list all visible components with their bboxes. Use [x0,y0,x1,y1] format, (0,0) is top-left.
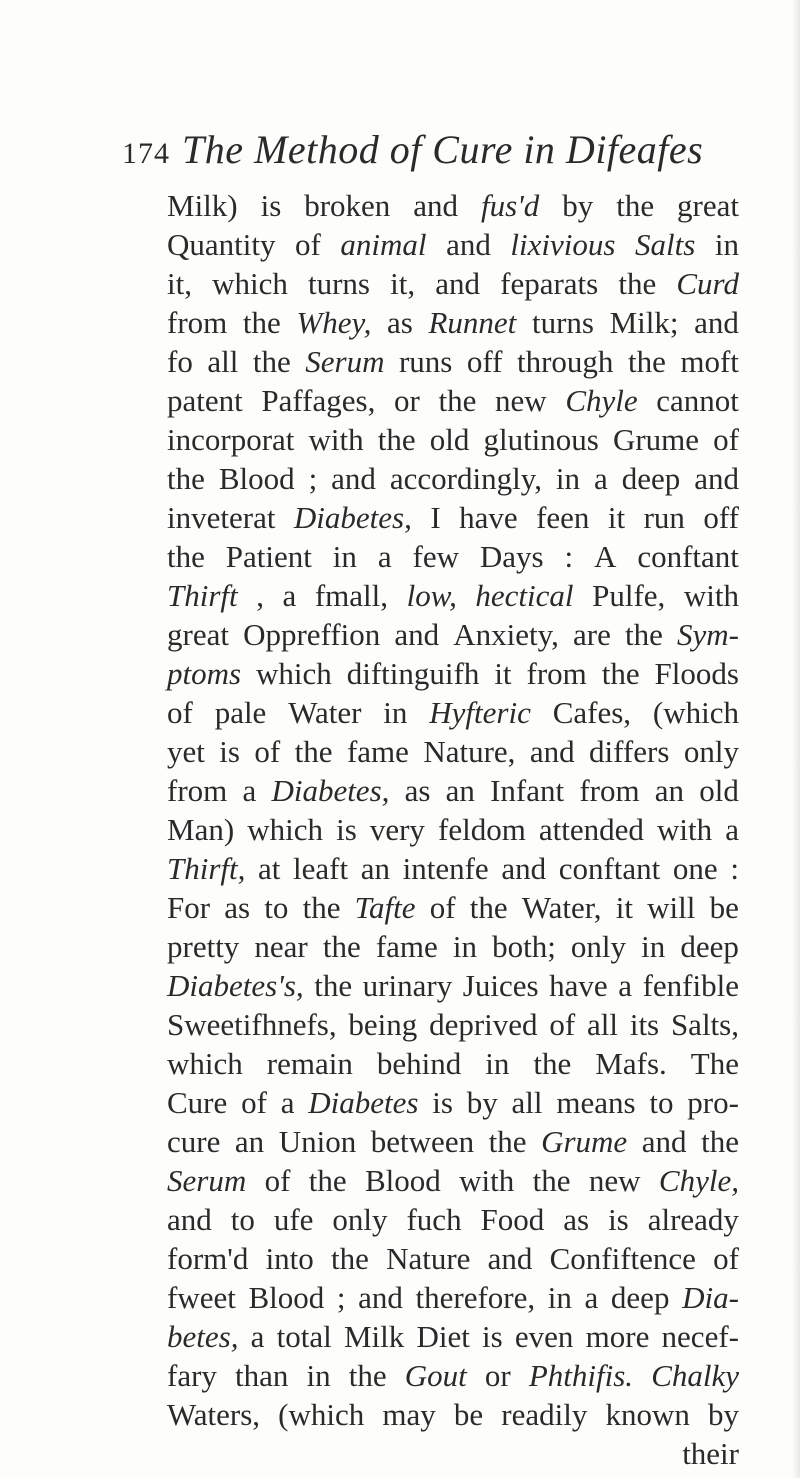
word: readily [501,1397,588,1432]
word: old [429,422,470,457]
word: by [562,188,594,223]
text-line [167,615,739,654]
word: Pulfe, [592,578,666,613]
word: deprived [429,1007,538,1042]
word: Union [278,1124,357,1159]
catchword: their [682,1436,739,1471]
word: and [394,617,440,652]
word: Thirft, [167,851,246,886]
word: and [694,305,739,340]
word: from [167,305,228,340]
word: deep [680,929,739,964]
word: is [336,812,357,847]
page-header [122,126,742,186]
word: fus'd [480,188,540,223]
word: I [430,500,441,535]
word: Diabetes [308,1085,419,1120]
text-line [167,927,739,966]
word: and [413,188,459,223]
word: fary [167,1358,217,1393]
word: an [445,773,475,808]
word: moft [680,344,739,379]
word: is [608,1202,629,1237]
word: all [587,1007,619,1042]
word: The [690,1046,739,1081]
text-line [167,771,739,810]
word: Blood [248,1280,325,1315]
word: runs [398,344,453,379]
word: a [618,968,632,1003]
word: from [526,656,587,691]
word: Tafte [354,890,416,925]
word: inveterat [167,500,276,535]
word: glutinous [483,422,599,457]
word: the [167,539,205,574]
word: one [672,851,718,886]
word: Milk) [167,188,238,223]
word: Blood [365,1163,441,1198]
word: the [242,305,281,340]
word: of [429,890,456,925]
word: cure [167,1124,221,1159]
word: is [260,188,282,223]
word: the [377,422,416,457]
word: deep [610,1280,670,1315]
word: total [276,1319,332,1354]
word: yet [167,734,205,769]
word: as [224,890,251,925]
text-line [167,459,739,498]
word: the [252,344,291,379]
word: and [501,851,547,886]
word: it, [390,266,416,301]
word: Floods [654,656,739,691]
word: in [383,695,408,730]
page-number: 174 [122,137,170,170]
word: Days [479,539,544,574]
word: only [683,734,739,769]
word: with [308,422,364,457]
word: Milk; [609,305,679,340]
text-line [167,732,739,771]
word: and [694,461,739,496]
word: feparats [500,266,599,301]
word: fenfible [642,968,739,1003]
word: : [730,851,739,886]
text-line [167,498,739,537]
word: patent [167,383,243,418]
word: of [549,1007,576,1042]
word: pretty [167,929,240,964]
word: or [393,383,420,418]
word: in [452,929,477,964]
text-line [167,576,739,615]
word: the [167,461,205,496]
word: is [432,1085,453,1120]
word: the [627,344,666,379]
word: may [382,1397,436,1432]
text-line [167,420,739,459]
word: both; [492,929,556,964]
word: necef- [661,1319,739,1354]
word: only [332,1202,388,1237]
word: or [484,1358,511,1393]
word: turns [531,305,594,340]
word: Sweetifhnefs, [167,1007,337,1042]
word: conftant [637,539,739,574]
word: few [412,539,459,574]
text-line [167,849,739,888]
word: the [348,1358,387,1393]
text-line [167,264,739,303]
word: leaft [293,851,349,886]
word: great [167,617,229,652]
text-line [167,810,739,849]
word: therefore, [415,1280,536,1315]
word: than [235,1358,289,1393]
word: the [616,188,655,223]
word: Infant [490,773,565,808]
text-line [167,1278,739,1317]
word: Waters, [167,1397,261,1432]
word: fame [346,734,409,769]
text-line [167,225,739,264]
word: ; [308,461,318,496]
text-line [167,381,739,420]
word: Chyle [565,383,638,418]
word: at [258,851,281,886]
word: fo [167,344,193,379]
word: is [219,734,240,769]
word: from [167,773,228,808]
word: and [446,227,491,262]
word: which [247,812,323,847]
word: new [495,383,547,418]
word: an [360,851,390,886]
word: a [250,1319,265,1354]
word: an [234,1124,265,1159]
word: the [294,734,333,769]
word: attended [538,812,644,847]
word: Diabetes, [271,773,390,808]
word: which [212,266,288,301]
word: the [322,929,361,964]
word: of [295,227,321,262]
text-line [167,303,739,342]
word: Nature [386,1241,471,1276]
word: Water, [521,890,602,925]
word: pale [214,695,267,730]
word: of [167,695,193,730]
text-line [167,342,739,381]
word: low, [406,578,457,613]
word: Patient [225,539,312,574]
text-line [167,1317,739,1356]
word: fuch [406,1202,462,1237]
word: the [488,1124,527,1159]
word: Curd [676,266,739,301]
word: are [573,617,611,652]
word: and [641,1124,687,1159]
word: the [533,1046,572,1081]
word: Food [480,1202,545,1237]
word: the [438,383,477,418]
word: a [725,812,739,847]
word: means [556,1085,636,1120]
word: and [487,1241,533,1276]
word: an [654,773,685,808]
text-line [167,1356,739,1395]
word: form'd [167,1241,249,1276]
word: the [331,1241,369,1276]
word: off [703,500,739,535]
word: and [529,734,575,769]
word: in [641,929,666,964]
word: Hyfteric [429,695,531,730]
word: with [459,1163,515,1198]
text-line [167,693,739,732]
text-line [167,654,739,693]
text-line [167,966,739,1005]
word: a [282,578,297,613]
word: to [649,1085,674,1120]
word: with [657,812,713,847]
word: Chalky [651,1358,739,1393]
word: betes, [167,1319,239,1354]
word: off [466,344,503,379]
word: and [331,461,376,496]
word: : [564,539,574,574]
word: to [230,1202,255,1237]
word: pro- [687,1085,739,1120]
word: a [593,461,608,496]
word: the [601,656,640,691]
word: Grume [612,422,700,457]
word: of [241,1085,267,1120]
word: the [624,617,663,652]
word: of [264,1163,291,1198]
word: the [701,1124,739,1159]
word: great [677,188,739,223]
word: hectical [475,578,574,613]
word: remain [266,1046,353,1081]
word: be [709,890,739,925]
word: of [713,422,739,457]
word: Chyle, [658,1163,739,1198]
word: Diabetes, [293,500,412,535]
word: and [358,1280,403,1315]
word: Sym- [676,617,739,652]
word: of [254,734,281,769]
word: run [643,500,685,535]
word: lixivious [510,227,616,262]
word: through [517,344,614,379]
word: as [404,773,431,808]
word: near [254,929,308,964]
word: intenfe [402,851,489,886]
word: diftinguifh [346,656,480,691]
word: fame [375,929,438,964]
word: between [370,1124,475,1159]
word: which [256,656,332,691]
word: (which [278,1397,365,1432]
word: and [435,266,480,301]
running-title: The Method of Cure in Difeafes [182,127,704,172]
word: in [714,227,739,262]
word: with [683,578,739,613]
word: differs [589,734,670,769]
word: fweet [167,1280,236,1315]
word: to [264,890,289,925]
word: Cure [167,1085,228,1120]
word: the [618,266,657,301]
word: the [469,890,508,925]
word: broken [304,188,391,223]
word: ; [336,1280,346,1315]
word: only [570,929,627,964]
word: will [647,890,696,925]
text-line [167,1122,739,1161]
word: of [713,1241,739,1276]
word: Confiftence [549,1241,696,1276]
word: a [242,773,257,808]
word: Quantity [167,227,276,262]
catchword-line [167,1434,739,1473]
word: in [332,539,357,574]
word: Diabetes's, [167,968,304,1003]
word: being [348,1007,418,1042]
word: even [514,1319,574,1354]
body-text [167,186,739,1473]
word: A [594,539,617,574]
word: known [605,1397,690,1432]
word: incorporat [167,422,295,457]
word: behind [376,1046,462,1081]
word: it [494,656,512,691]
word: Thirft [167,578,238,613]
text-line [167,1044,739,1083]
word: a [280,1085,295,1120]
word: Dia- [682,1280,739,1315]
word: be [453,1397,484,1432]
word: already [647,1202,739,1237]
text-line [167,888,739,927]
word: a [584,1280,599,1315]
word: Cafes, [552,695,632,730]
word: cannot [656,383,739,418]
word: a [377,539,392,574]
page-edge [792,0,800,1478]
word: it [607,500,626,535]
word: animal [340,227,427,262]
word: conftant [558,851,661,886]
word: Anxiety, [453,617,559,652]
word: have [459,500,518,535]
word: Paffages, [261,383,376,418]
word: Water [288,695,362,730]
word: all [511,1085,543,1120]
word: into [265,1241,314,1276]
word: Juices [462,968,539,1003]
word: the [308,1163,347,1198]
word: , [256,578,264,613]
word: all [207,344,239,379]
word: more [585,1319,650,1354]
word: For [167,890,211,925]
word: Serum [167,1163,247,1198]
word: the [532,1163,571,1198]
word: as [387,305,413,340]
word: Diet [416,1319,470,1354]
word: Nature, [423,734,516,769]
word: and [167,1202,212,1237]
word: ptoms [167,656,242,691]
word: ufe [273,1202,314,1237]
text-line [167,186,739,225]
word: is [482,1319,503,1354]
text-line [167,1200,739,1239]
word: in [555,461,581,496]
word: the [302,890,341,925]
word: Salts [635,227,696,262]
text-line [167,1005,739,1044]
word: new [588,1163,641,1198]
word: from [579,773,640,808]
word: Gout [404,1358,467,1393]
word: feen [536,500,590,535]
word: it, [167,266,192,301]
word: in [306,1358,331,1393]
word: accordingly, [389,461,542,496]
word: have [549,968,608,1003]
word: Whey, [296,305,372,340]
word: Phthifis. [528,1358,634,1393]
text-line [167,537,739,576]
word: by [708,1397,739,1432]
text-line [167,1161,739,1200]
word: Salts, [670,1007,739,1042]
word: turns [308,266,370,301]
word: Milk [343,1319,405,1354]
word: urinary [362,968,453,1003]
word: Runnet [428,305,517,340]
word: (which [652,695,739,730]
text-line [167,1395,739,1434]
word: very [369,812,425,847]
word: in [485,1046,510,1081]
word: old [699,773,739,808]
word: feldom [438,812,526,847]
word: Blood [218,461,295,496]
word: in [547,1280,572,1315]
word: deep [621,461,681,496]
word: it [615,890,633,925]
word: which [167,1046,243,1081]
word: Mafs. [595,1046,667,1081]
word: Grume [541,1124,628,1159]
word: as [563,1202,590,1237]
word: Serum [305,344,385,379]
word: the [314,968,353,1003]
word: fmall, [314,578,389,613]
text-line [167,1239,739,1278]
word: Oppreffion [243,617,381,652]
word: by [466,1085,498,1120]
text-line [167,1083,739,1122]
word: Man) [167,812,235,847]
word: its [629,1007,660,1042]
